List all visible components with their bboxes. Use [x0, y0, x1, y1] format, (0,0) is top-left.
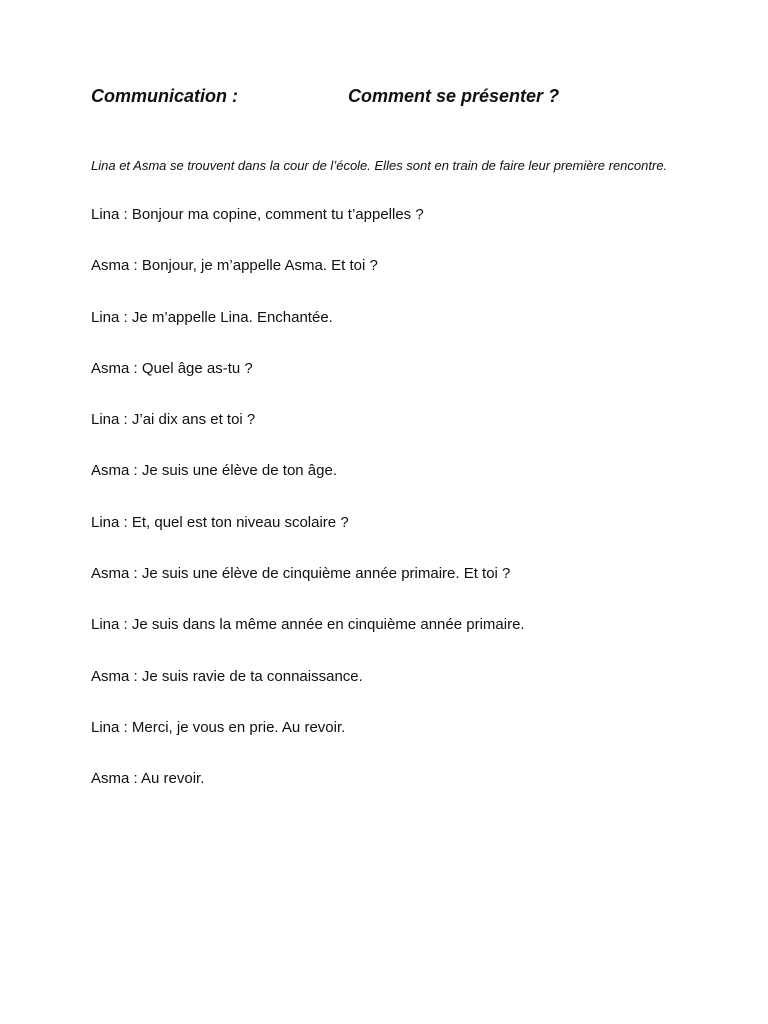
dialogue-line: Lina : Je suis dans la même année en cinquième année primaire. [91, 616, 525, 634]
dialogue-list [91, 203, 711, 819]
dialogue-line: Lina : J’ai dix ans et toi ? [91, 411, 256, 429]
dialogue-line: Asma : Au revoir. [91, 770, 205, 788]
dialogue-line: Asma : Je suis ravie de ta connaissance. [91, 667, 363, 685]
intro-paragraph: Lina et Asma se trouvent dans la cour de l’école. Elles sont en train de faire leur première rencontre. [91, 158, 668, 173]
dialogue-line: Lina : Bonjour ma copine, comment tu t’appelles ? [91, 206, 424, 223]
lesson-title: Comment se présenter ? [348, 86, 560, 106]
dialogue-line: Lina : Je m’appelle Lina. Enchantée. [91, 308, 333, 326]
dialogue-line: Lina : Et, quel est ton niveau scolaire ? [91, 513, 349, 531]
dialogue-line: Asma : Je suis une élève de ton âge. [91, 462, 337, 480]
dialogue-line: Asma : Bonjour, je m’appelle Asma. Et toi ? [91, 257, 378, 275]
title-row [91, 86, 711, 112]
dialogue-line: Lina : Merci, je vous en prie. Au revoir. [91, 718, 346, 736]
dialogue-line: Asma : Quel âge as-tu ? [91, 359, 253, 377]
section-title: Communication : [91, 86, 238, 106]
dialogue-line: Asma : Je suis une élève de cinquième année primaire. Et toi ? [91, 565, 511, 583]
